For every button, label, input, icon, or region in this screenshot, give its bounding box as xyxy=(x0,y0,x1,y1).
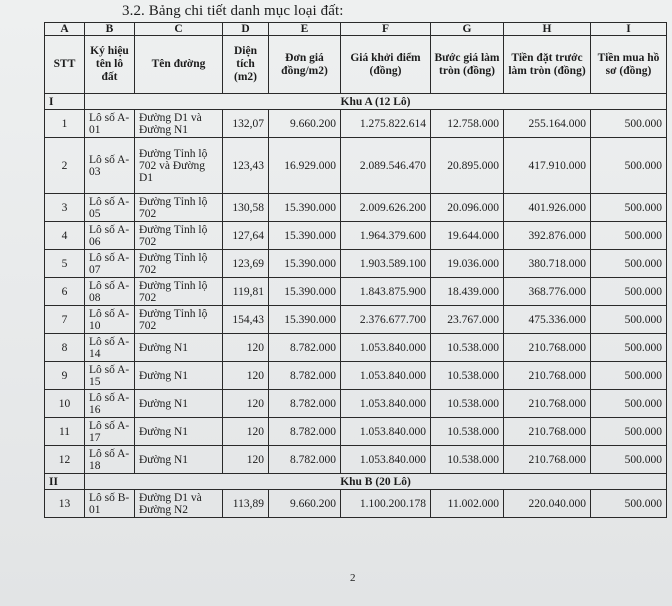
unit-price: 15.390.000 xyxy=(269,250,341,278)
deposit-amount: 392.876.000 xyxy=(504,222,591,250)
deposit-amount: 401.926.000 xyxy=(504,194,591,222)
plot-code: Lô số A-17 xyxy=(85,418,135,446)
column-letter: D xyxy=(223,23,269,36)
table-row xyxy=(45,390,667,418)
section-heading: 3.2. Bảng chi tiết danh mục loại đất: xyxy=(122,3,344,19)
land-plot-table xyxy=(44,22,667,518)
price-step: 10.538.000 xyxy=(431,446,504,474)
street-name: Đường N1 xyxy=(135,418,223,446)
deposit-amount: 210.768.000 xyxy=(504,362,591,390)
street-name: Đường Tỉnh lộ 702 xyxy=(135,306,223,334)
price-step: 10.538.000 xyxy=(431,334,504,362)
plot-code: Lô số A-06 xyxy=(85,222,135,250)
plot-code: Lô số A-10 xyxy=(85,306,135,334)
area-value: 113,89 xyxy=(223,490,269,518)
unit-price: 8.782.000 xyxy=(269,390,341,418)
area-value: 119,81 xyxy=(223,278,269,306)
column-letter: H xyxy=(504,23,591,36)
starting-price: 1.903.589.100 xyxy=(341,250,431,278)
row-number: 10 xyxy=(45,390,85,418)
starting-price: 1.053.840.000 xyxy=(341,390,431,418)
deposit-amount: 475.336.000 xyxy=(504,306,591,334)
area-value: 120 xyxy=(223,362,269,390)
deposit-amount: 368.776.000 xyxy=(504,278,591,306)
street-name: Đường D1 và Đường N1 xyxy=(135,110,223,138)
document-fee: 500.000 xyxy=(591,334,667,362)
area-value: 120 xyxy=(223,390,269,418)
area-value: 132,07 xyxy=(223,110,269,138)
header-stt: STT xyxy=(45,36,85,94)
unit-price: 8.782.000 xyxy=(269,334,341,362)
deposit-amount: 210.768.000 xyxy=(504,390,591,418)
column-letter: I xyxy=(591,23,667,36)
column-letter-row xyxy=(45,23,667,36)
street-name: Đường N1 xyxy=(135,390,223,418)
street-name: Đường Tỉnh lộ 702 xyxy=(135,194,223,222)
document-fee: 500.000 xyxy=(591,138,667,194)
plot-code: Lô số A-14 xyxy=(85,334,135,362)
section-title: Khu B (20 Lô) xyxy=(85,474,667,490)
unit-price: 15.390.000 xyxy=(269,194,341,222)
column-letter: A xyxy=(45,23,85,36)
street-name: Đường Tỉnh lộ 702 xyxy=(135,278,223,306)
plot-code: Lô số A-08 xyxy=(85,278,135,306)
column-letter: E xyxy=(269,23,341,36)
unit-price: 15.390.000 xyxy=(269,306,341,334)
document-fee: 500.000 xyxy=(591,490,667,518)
row-number: 9 xyxy=(45,362,85,390)
deposit-amount: 220.040.000 xyxy=(504,490,591,518)
price-step: 12.758.000 xyxy=(431,110,504,138)
street-name: Đường D1 và Đường N2 xyxy=(135,490,223,518)
price-step: 23.767.000 xyxy=(431,306,504,334)
area-value: 120 xyxy=(223,418,269,446)
row-number: 3 xyxy=(45,194,85,222)
unit-price: 8.782.000 xyxy=(269,446,341,474)
unit-price: 9.660.200 xyxy=(269,110,341,138)
column-letter: F xyxy=(341,23,431,36)
header-document-fee: Tiền mua hồ sơ (đồng) xyxy=(591,36,667,94)
unit-price: 8.782.000 xyxy=(269,418,341,446)
column-letter: G xyxy=(431,23,504,36)
document-fee: 500.000 xyxy=(591,194,667,222)
document-fee: 500.000 xyxy=(591,390,667,418)
street-name: Đường N1 xyxy=(135,334,223,362)
header-plot-code: Ký hiệu tên lô đất xyxy=(85,36,135,94)
area-value: 120 xyxy=(223,446,269,474)
street-name: Đường Tỉnh lộ 702 xyxy=(135,250,223,278)
row-number: 13 xyxy=(45,490,85,518)
area-value: 123,43 xyxy=(223,138,269,194)
area-value: 130,58 xyxy=(223,194,269,222)
document-fee: 500.000 xyxy=(591,222,667,250)
starting-price: 1.964.379.600 xyxy=(341,222,431,250)
table-row xyxy=(45,222,667,250)
starting-price: 1.053.840.000 xyxy=(341,362,431,390)
column-letter: C xyxy=(135,23,223,36)
plot-code: Lô số A-15 xyxy=(85,362,135,390)
starting-price: 1.843.875.900 xyxy=(341,278,431,306)
plot-code: Lô số A-03 xyxy=(85,138,135,194)
price-step: 19.644.000 xyxy=(431,222,504,250)
price-step: 10.538.000 xyxy=(431,418,504,446)
area-value: 120 xyxy=(223,334,269,362)
row-number: 2 xyxy=(45,138,85,194)
plot-code: Lô số A-16 xyxy=(85,390,135,418)
document-fee: 500.000 xyxy=(591,418,667,446)
unit-price: 16.929.000 xyxy=(269,138,341,194)
header-street: Tên đường xyxy=(135,36,223,94)
row-number: 1 xyxy=(45,110,85,138)
column-header-row xyxy=(45,36,667,94)
table-row xyxy=(45,194,667,222)
starting-price: 1.053.840.000 xyxy=(341,446,431,474)
table-row xyxy=(45,334,667,362)
plot-code: Lô số B-01 xyxy=(85,490,135,518)
deposit-amount: 210.768.000 xyxy=(504,446,591,474)
section-title: Khu A (12 Lô) xyxy=(85,94,667,110)
column-letter: B xyxy=(85,23,135,36)
document-fee: 500.000 xyxy=(591,250,667,278)
document-fee: 500.000 xyxy=(591,362,667,390)
street-name: Đường Tỉnh lộ 702 và Đường D1 xyxy=(135,138,223,194)
price-step: 18.439.000 xyxy=(431,278,504,306)
unit-price: 15.390.000 xyxy=(269,278,341,306)
document-fee: 500.000 xyxy=(591,278,667,306)
table-row xyxy=(45,446,667,474)
street-name: Đường Tỉnh lộ 702 xyxy=(135,222,223,250)
table-row xyxy=(45,306,667,334)
document-fee: 500.000 xyxy=(591,306,667,334)
deposit-amount: 210.768.000 xyxy=(504,334,591,362)
price-step: 11.002.000 xyxy=(431,490,504,518)
starting-price: 1.100.200.178 xyxy=(341,490,431,518)
page-number: 2 xyxy=(350,572,356,584)
row-number: 5 xyxy=(45,250,85,278)
table-row xyxy=(45,490,667,518)
row-number: 7 xyxy=(45,306,85,334)
table-row xyxy=(45,138,667,194)
row-number: 4 xyxy=(45,222,85,250)
starting-price: 2.376.677.700 xyxy=(341,306,431,334)
row-number: 6 xyxy=(45,278,85,306)
table-row xyxy=(45,278,667,306)
starting-price: 1.053.840.000 xyxy=(341,334,431,362)
table-row xyxy=(45,362,667,390)
starting-price: 1.053.840.000 xyxy=(341,418,431,446)
table-row xyxy=(45,250,667,278)
starting-price: 2.009.626.200 xyxy=(341,194,431,222)
street-name: Đường N1 xyxy=(135,446,223,474)
street-name: Đường N1 xyxy=(135,362,223,390)
area-value: 123,69 xyxy=(223,250,269,278)
table-row xyxy=(45,110,667,138)
area-value: 127,64 xyxy=(223,222,269,250)
header-area: Diện tích (m2) xyxy=(223,36,269,94)
price-step: 10.538.000 xyxy=(431,362,504,390)
document-fee: 500.000 xyxy=(591,446,667,474)
header-deposit: Tiền đặt trước làm tròn (đồng) xyxy=(504,36,591,94)
row-number: 12 xyxy=(45,446,85,474)
section-row xyxy=(45,474,667,490)
section-number: II xyxy=(45,474,85,490)
plot-code: Lô số A-05 xyxy=(85,194,135,222)
plot-code: Lô số A-01 xyxy=(85,110,135,138)
deposit-amount: 380.718.000 xyxy=(504,250,591,278)
starting-price: 1.275.822.614 xyxy=(341,110,431,138)
section-row xyxy=(45,94,667,110)
plot-code: Lô số A-07 xyxy=(85,250,135,278)
deposit-amount: 417.910.000 xyxy=(504,138,591,194)
starting-price: 2.089.546.470 xyxy=(341,138,431,194)
price-step: 19.036.000 xyxy=(431,250,504,278)
unit-price: 9.660.200 xyxy=(269,490,341,518)
price-step: 20.096.000 xyxy=(431,194,504,222)
plot-code: Lô số A-18 xyxy=(85,446,135,474)
table-row xyxy=(45,418,667,446)
deposit-amount: 210.768.000 xyxy=(504,418,591,446)
header-unit-price: Đơn giá đồng/m2) xyxy=(269,36,341,94)
row-number: 8 xyxy=(45,334,85,362)
area-value: 154,43 xyxy=(223,306,269,334)
price-step: 20.895.000 xyxy=(431,138,504,194)
unit-price: 15.390.000 xyxy=(269,222,341,250)
section-number: I xyxy=(45,94,85,110)
price-step: 10.538.000 xyxy=(431,390,504,418)
document-fee: 500.000 xyxy=(591,110,667,138)
deposit-amount: 255.164.000 xyxy=(504,110,591,138)
unit-price: 8.782.000 xyxy=(269,362,341,390)
row-number: 11 xyxy=(45,418,85,446)
header-starting-price: Giá khởi điểm (đồng) xyxy=(341,36,431,94)
header-price-step: Bước giá làm tròn (đồng) xyxy=(431,36,504,94)
